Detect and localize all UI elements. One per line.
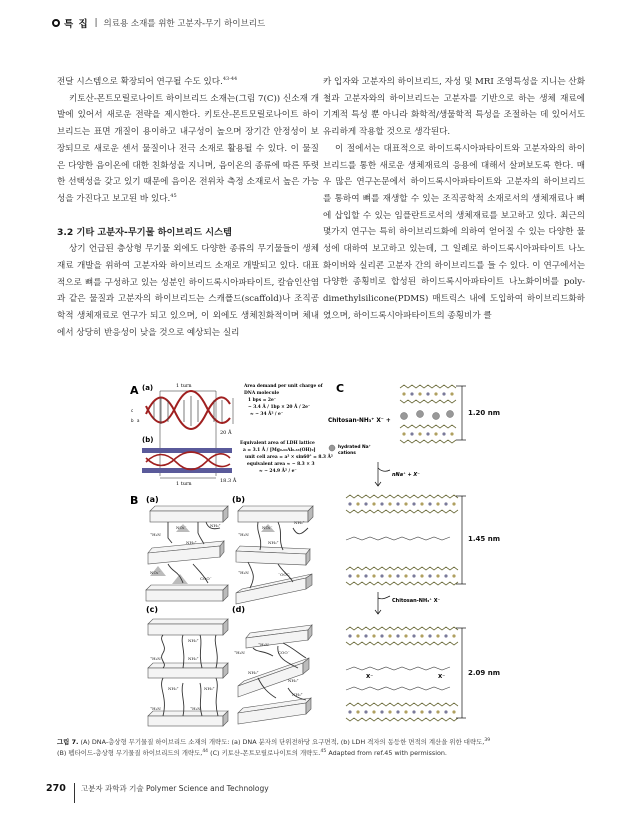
journal-name: 고분자 과학과 기술 Polymer Science and Technology [80, 783, 269, 793]
clay-atom [442, 392, 445, 395]
clay-atom [420, 710, 423, 713]
clay-atom [410, 392, 413, 395]
note-a-line: DNA molecule [244, 391, 280, 396]
clay-atom [380, 574, 383, 577]
dim-b: 18.3 Å [220, 478, 237, 484]
chem-label: NH₃⁺ [204, 686, 215, 691]
section-heading: 3.2 기타 고분자-무기물 하이브리드 시스템 [57, 226, 232, 238]
chem-label: COO⁻ [200, 576, 212, 581]
chem-label: ⁺H₃N [238, 570, 249, 575]
caption-label: 그림 7. [57, 738, 79, 746]
clay-sheet [346, 567, 458, 585]
clay-atom [404, 502, 407, 505]
panel-a [130, 383, 333, 487]
citation-ref: 45 [320, 748, 327, 754]
panel-b-sub-c: (c) [146, 605, 159, 614]
clay-atom [364, 710, 367, 713]
clay-atom [348, 710, 351, 713]
legend-line: cations [338, 451, 356, 456]
clay-sheet-edge [346, 718, 458, 721]
clay-sheet [346, 703, 458, 721]
paragraph: 키토산-몬트모릴로나이트 하이브리드 소재는(그림 7(C)) 신소재 개발에 있어서 새로운 전략을 제시한다. 키토산-몬트모릴로나이트 하이브리드는 표면 개질이 용이하고 내구성이 높으며 장기간 안정성이 보장되므로 새로운 센서 물질이나 전극 소재로 활용될 수 있다. 이 물질은 다양한 음이온에 대한 친화성을 지니며, 음이온의 종류에 따른 뚜렷한 선택성을 갖고 있기 때문에 음이온 전위차 측정 소재로서 높은 가능성을 가진다고 보고된 바 있다.$^{45}$ [57, 93, 319, 204]
dim-a: 20 Å [220, 430, 232, 436]
clay-sheet-edge [346, 582, 458, 585]
clay-atom [428, 502, 431, 505]
clay-atom [348, 502, 351, 505]
note-b-line: unit cell area = a² × sin60° = 8.3 Å² [245, 455, 333, 460]
clay-atom [452, 574, 455, 577]
figure-caption: 그림 7. (A) DNA-층상형 무기물질 하이브리드 소재의 개략도: (a) DNA 분자의 단위전하당 요구면적, (b) LDH 격자의 동등한 면적의 계산을 위한 대략도,$^{39}$ (B) 펩타이드-층상형 무기물질 하이브리드의 개략도,$^{44}$ (C) 키토산-몬트모릴로나이트의 개략도.$^{45}$ Adapted from ref.45 with permission. [57, 737, 491, 757]
clay-sheet [346, 495, 458, 513]
clay-sheet [400, 385, 456, 403]
distance-3: 2.09 nm [468, 669, 500, 677]
paragraph: 이 절에서는 대표적으로 하이드록시아파타이트와 고분자와의 하이브리드를 통한 새로운 생체재료의 응용에 대해서 살펴보도록 한다. 매우 많은 연구논문에서 하이드록시아파타이트와 고분자의 하이브리드를 통하여 뼈를 재생할 수 있는 조직공학적 소재로서의 생체재료나 뼈에 삽입할 수 있는 임플란트로서의 생체재료를 보고하고 있다. 최근의 몇가지 연구는 특히 하이브리드화에 의하여 얻어질 수 있는 다양한 물성에 대하여 보고하고 있는데, 그 일례로 하이드록시아파타이트 나노화이버와 실리콘 고분자 간의 하이브리드를 들 수 있다. 이 연구에서는 다양한 종횡비로 합성된 하이드록시아파타이트 나노화이버를 poly-dimethylsilicone(PDMS) 매트릭스 내에 도입하여 하이브리드화하였으며, 하이드록시아파타이트의 종횡비가 클 [323, 143, 585, 321]
chem-label: NH₃⁺ [168, 686, 179, 691]
axis-label-b: b [131, 418, 134, 423]
clay-atom [420, 502, 423, 505]
clay-sheet-edge [346, 627, 458, 630]
chem-label: NH₃⁺ [188, 656, 199, 661]
figure-7-illustration [128, 378, 498, 728]
note-b-line: equivalent area ≈ ~ 8.3 × 3 [247, 462, 315, 467]
inorganic-slabs [146, 506, 313, 726]
panel-b-sub-b: (b) [232, 495, 246, 504]
clay-atom [426, 392, 429, 395]
clay-sheet-edge [400, 400, 456, 403]
footer-divider [74, 783, 75, 803]
clay-atom [444, 574, 447, 577]
clay-layers [346, 385, 458, 721]
clay-atom [434, 392, 437, 395]
clay-sheet-edge [346, 567, 458, 570]
clay-atom [420, 634, 423, 637]
clay-atom [426, 432, 429, 435]
panel-c [328, 382, 466, 721]
figure-7 [128, 378, 498, 728]
chem-label: NH₃⁺ [288, 678, 299, 683]
clay-sheet [346, 627, 458, 645]
chem-label: NH₃⁺ [248, 670, 259, 675]
clay-sheet-edge [346, 510, 458, 513]
panel-a-label: A [130, 384, 139, 397]
clay-atom [388, 502, 391, 505]
clay-atom [380, 634, 383, 637]
chem-label: ⁺H₃N [238, 532, 249, 537]
chem-label: NH₃⁺ [292, 692, 303, 697]
panel-a-sub-a: (a) [142, 384, 154, 392]
clay-atom [396, 502, 399, 505]
distance-2: 1.45 nm [468, 535, 500, 543]
clay-atom [436, 502, 439, 505]
header-separator: | [94, 18, 98, 28]
clay-atom [356, 502, 359, 505]
note-a-line: Area demand per unit charge of [244, 384, 323, 389]
note-b-line: a = 3.1 Å / [Mg₀.₆₆Al₀.₃₃(OH)₂] [243, 448, 316, 453]
clay-atom [380, 710, 383, 713]
note-b-line: Equivalent area of LDH lattice [240, 441, 315, 446]
clay-atom [364, 574, 367, 577]
clay-atom [388, 634, 391, 637]
clay-atom [396, 710, 399, 713]
clay-atom [372, 710, 375, 713]
clay-atom [364, 502, 367, 505]
chem-label: ⁺H₃N [150, 532, 161, 537]
clay-atom [356, 710, 359, 713]
chem-label: ⁺H₃N [150, 706, 161, 711]
clay-atom [364, 634, 367, 637]
clay-atom [436, 574, 439, 577]
panel-b [130, 494, 313, 726]
clay-atom [450, 432, 453, 435]
clay-atom [444, 502, 447, 505]
paragraph: 카 입자와 고분자의 하이브리드, 자성 및 MRI 조영특성을 지니는 산화철과 고분자와의 하이브리드는 고분자를 기반으로 하는 생체 재료에 기계적 특성 뿐 아니라 화학적/생물학적 특성을 조절하는 데 있어서도 유리하게 작용할 것으로 생각된다. [323, 77, 585, 138]
dna-strand-1 [146, 397, 230, 429]
clay-atom [356, 574, 359, 577]
note-b-line: ≈ ~ 24.9 Å² / e⁻ [259, 469, 297, 474]
citation-ref: 43-44 [222, 76, 238, 83]
chem-label: ⁺H₃N [150, 656, 161, 661]
note-a-line: 1 bps = 2e⁻ [248, 398, 277, 403]
panel-b-label: B [130, 494, 139, 507]
clay-atom [444, 634, 447, 637]
clay-atom [428, 574, 431, 577]
anion-label: X⁻ [438, 674, 446, 680]
clay-atom [402, 392, 405, 395]
clay-atom [412, 502, 415, 505]
paragraph: 전달 시스템으로 확장되어 연구될 수도 있다.$^{43-44}$ [57, 76, 238, 87]
clay-atom [444, 710, 447, 713]
chem-label: ⁺H₃N [234, 650, 245, 655]
running-title: 의료용 소재를 위한 고분자-무기 하이브리드 [103, 19, 266, 29]
left-column [57, 74, 319, 342]
clay-atom [452, 502, 455, 505]
chem-label: ⁺H₃N [190, 706, 201, 711]
clay-atom [372, 634, 375, 637]
reactant-label: Chitosan-NH₃⁺ X⁻ + [328, 418, 391, 424]
panel-c-label: C [336, 382, 345, 395]
page-number: 270 [46, 782, 66, 794]
clay-atom [418, 392, 421, 395]
citation-ref: 39 [484, 737, 491, 743]
panel-b-sub-d: (d) [232, 605, 246, 614]
paragraph: 상기 언급된 층상형 무기물 외에도 다양한 종류의 무기물들이 생체재료 개발을 위하여 고분자와 하이브리드 소재로 개발되고 있다. 대표적으로 뼈를 구성하고 있는 성분인 하이드록시아파타이트, 칼슘인산염과 같은 물질과 고분자의 하이브리드는 스캐폴드(scaffold)나 조직공학적 생체재료로 연구가 되고 있으며, 이 외에도 생체친화적이며 체내에서 상당히 반응성이 낮을 것으로 예상되는 실리 [57, 244, 319, 338]
note-a [243, 384, 324, 417]
clay-atom [388, 710, 391, 713]
clay-atom [452, 710, 455, 713]
turn-label-bottom: 1 turn [176, 481, 192, 487]
chitosan-chains [346, 537, 450, 690]
note-a-line: ≈ ~ 34 Å² / e⁻ [250, 412, 284, 417]
na-cations [401, 411, 454, 420]
chem-label: COO⁻ [278, 650, 290, 655]
clay-atom [420, 574, 423, 577]
chem-label: ⁺H₃N [258, 642, 269, 647]
chem-label: NH₃⁺ [268, 540, 279, 545]
clay-atom [428, 634, 431, 637]
chem-label: NO₃⁻ [176, 525, 187, 530]
page-footer [46, 778, 269, 798]
step-2-label: Chitosan-NH₃⁺ X⁻ [392, 598, 441, 604]
dna-strand-2 [146, 391, 230, 423]
clay-atom [396, 634, 399, 637]
anion-label: X⁻ [366, 674, 374, 680]
clay-atom [348, 574, 351, 577]
legend-line: hydrated Na⁺ [338, 445, 371, 450]
clay-atom [436, 710, 439, 713]
clay-sheet-edge [400, 425, 456, 428]
clay-atom [412, 634, 415, 637]
clay-atom [428, 710, 431, 713]
clay-atom [388, 574, 391, 577]
clay-atom [348, 634, 351, 637]
chem-label: NO₃⁻ [262, 525, 273, 530]
clay-atom [404, 634, 407, 637]
clay-atom [452, 634, 455, 637]
clay-atom [410, 432, 413, 435]
clay-atom [396, 574, 399, 577]
clay-atom [412, 574, 415, 577]
clay-atom [418, 432, 421, 435]
note-a-line: ~ 3.4 Å / 1bp × 20 Å / 2e⁻ [248, 405, 311, 410]
chem-label: NH₃⁺ [294, 520, 305, 525]
chem-label: NH₃⁺ [210, 523, 221, 528]
clay-sheet-edge [400, 440, 456, 443]
na-cation-legend-icon [329, 445, 335, 451]
axis-label-a: a [137, 418, 140, 423]
panel-b-sub-a: (a) [146, 495, 159, 504]
clay-atom [404, 574, 407, 577]
circle-bullet-icon [52, 19, 60, 27]
chem-label: NH₃⁺ [186, 540, 197, 545]
axis-label-c: c [131, 408, 134, 413]
distance-1: 1.20 nm [468, 409, 500, 417]
clay-atom [434, 432, 437, 435]
clay-sheet-edge [400, 385, 456, 388]
clay-atom [356, 634, 359, 637]
clay-sheet-edge [346, 703, 458, 706]
clay-atom [372, 502, 375, 505]
turn-label-top: 1 turn [176, 383, 192, 389]
note-b [240, 441, 333, 474]
chem-label: NO₃⁻ [150, 570, 161, 575]
citation-ref: 45 [170, 193, 177, 200]
clay-atom [380, 502, 383, 505]
clay-sheet-edge [346, 495, 458, 498]
step-1-label: nNa⁺ + X⁻ [392, 472, 420, 478]
right-column [323, 74, 585, 325]
citation-ref: 44 [202, 748, 209, 754]
clay-atom [372, 574, 375, 577]
clay-atom [402, 432, 405, 435]
running-header [52, 16, 265, 30]
dna-strand-b1 [146, 454, 230, 470]
clay-atom [442, 432, 445, 435]
clay-atom [404, 710, 407, 713]
clay-sheet [400, 425, 456, 443]
clay-atom [412, 710, 415, 713]
clay-sheet-edge [346, 642, 458, 645]
section-tag: 특 집 [64, 19, 89, 30]
panel-a-sub-b: (b) [142, 436, 154, 444]
chem-label: NH₃⁺ [188, 638, 199, 643]
clay-atom [436, 634, 439, 637]
chem-label: ⁻OOC [278, 572, 290, 577]
clay-atom [450, 392, 453, 395]
